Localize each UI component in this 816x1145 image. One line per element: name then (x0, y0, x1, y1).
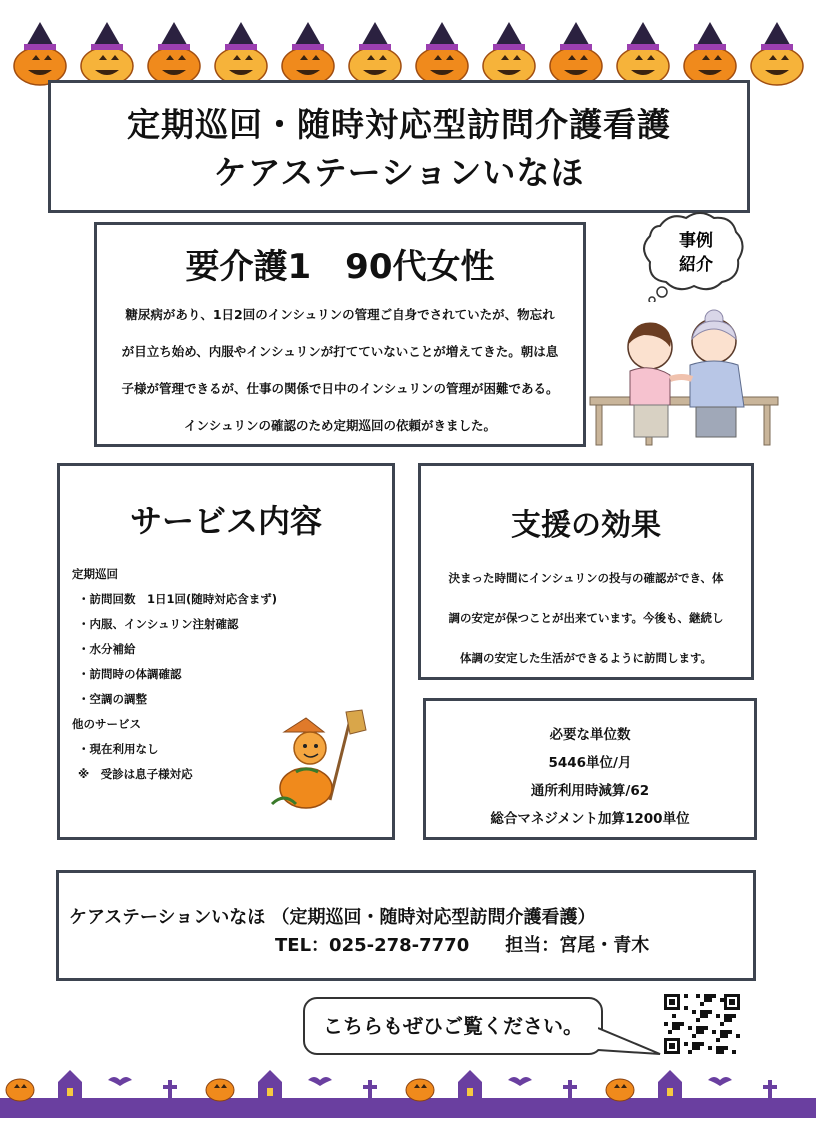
list-item: ・水分補給 (78, 642, 136, 656)
thought-line2: 紹介 (679, 255, 713, 275)
effect-heading: 支援の効果 (511, 508, 661, 543)
case-heading: 要介護1 90代女性 (185, 247, 495, 287)
grave-cross-icon (363, 1080, 377, 1100)
case-line-4: インシュリンの確認のため定期巡回の依頼がきました。 (184, 418, 496, 433)
list-item: ・訪問時の体調確認 (78, 667, 182, 681)
grave-cross-icon (763, 1080, 777, 1100)
case-box (94, 222, 586, 447)
list-item: 他のサービス (72, 717, 141, 731)
effect-line-2: 調の安定が保つことが出来ています。今後も、継続し (448, 611, 724, 625)
list-item: ・内服、インシュリン注射確認 (78, 617, 239, 631)
contact-line-1: ケアステーションいなほ （定期巡回・随時対応型訪問介護看護） (69, 907, 596, 928)
haunted-house-icon (58, 1070, 82, 1100)
callout-text: こちらもぜひご覧ください。 (323, 1014, 583, 1038)
list-item: ※ 受診は息子様対応 (78, 767, 193, 781)
pumpkin-icon (751, 22, 803, 85)
pumpkin-icon (215, 22, 267, 85)
pumpkin-icon (606, 1079, 634, 1101)
grave-cross-icon (163, 1080, 177, 1100)
service-heading: サービス内容 (129, 502, 322, 540)
thought-bubble (640, 210, 748, 302)
pumpkin-icon (81, 22, 133, 85)
case-line-3: 子様が管理できるが、仕事の関係で日中のインシュリンの管理が困難である。 (121, 381, 559, 396)
title-box (48, 80, 750, 213)
caregiver-elder-illustration (586, 305, 782, 450)
qr-code-icon[interactable] (662, 992, 742, 1056)
pumpkin-icon (6, 1079, 34, 1101)
top-pumpkin-border (0, 0, 816, 88)
bat-icon (508, 1077, 532, 1086)
pumpkin-icon (483, 22, 535, 85)
pumpkin-icon (684, 22, 736, 85)
bat-icon (108, 1077, 132, 1086)
haunted-house-icon (258, 1070, 282, 1100)
title-line1: 定期巡回・随時対応型訪問介護看護 (127, 105, 671, 144)
haunted-house-icon (658, 1070, 682, 1100)
pumpkin-icon (148, 22, 200, 85)
pumpkin-scarecrow-icon (266, 708, 380, 814)
units-line-1: 必要な単位数 (549, 727, 631, 743)
contact-box (56, 870, 756, 981)
callout-tail (598, 1024, 664, 1058)
effect-line-3: 体調の安定した生活ができるように訪問します。 (459, 651, 713, 665)
list-item: ・空調の調整 (78, 692, 147, 706)
pumpkin-icon (349, 22, 401, 85)
list-item: ・現在利用なし (78, 742, 159, 756)
pumpkin-icon (416, 22, 468, 85)
grave-cross-icon (563, 1080, 577, 1100)
list-item: ・訪問回数 1日1回(随時対応含まず) (78, 592, 278, 606)
pumpkin-icon (406, 1079, 434, 1101)
pumpkin-icon (550, 22, 602, 85)
bottom-halloween-border (0, 1060, 816, 1145)
pumpkin-icon (206, 1079, 234, 1101)
effect-line-1: 決まった時間にインシュリンの投与の確認ができ、体 (448, 571, 724, 585)
units-line-4: 総合マネジメント加算1200単位 (490, 811, 690, 827)
thought-line1: 事例 (679, 231, 713, 251)
contact-line-2: TEL：025-278-7770 担当：宮尾・青木 (275, 935, 650, 956)
bat-icon (308, 1077, 332, 1086)
title-line2: ケアステーションいなほ (213, 153, 585, 192)
pumpkin-icon (617, 22, 669, 85)
pumpkin-icon (14, 22, 66, 85)
pumpkin-icon (282, 22, 334, 85)
units-line-3: 通所利用時減算/62 (530, 783, 650, 799)
effect-box (418, 463, 754, 680)
haunted-house-icon (458, 1070, 482, 1100)
units-line-2: 5446単位/月 (548, 755, 632, 771)
case-line-1: 糖尿病があり、1日2回のインシュリンの管理ご自身でされていたが、物忘れ (125, 307, 555, 322)
units-box (423, 698, 757, 840)
bat-icon (708, 1077, 732, 1086)
callout-bubble (303, 997, 603, 1055)
case-line-2: が目立ち始め、内服やインシュリンが打てていないことが増えてきた。朝は息 (121, 344, 559, 359)
list-item: 定期巡回 (72, 567, 118, 581)
